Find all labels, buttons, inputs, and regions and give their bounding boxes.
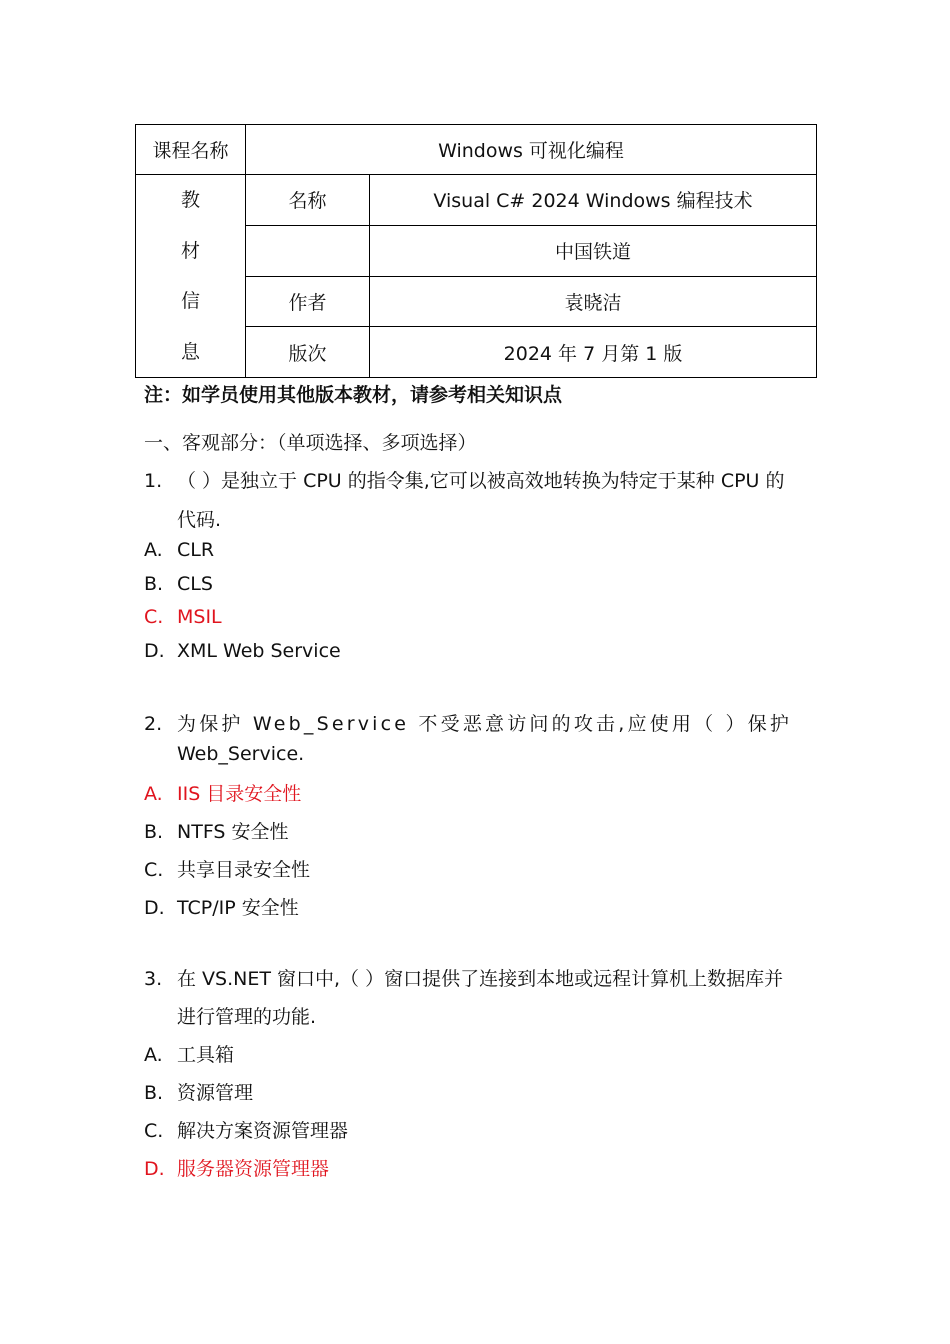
option-d-correct: D. 服务器资源管理器: [144, 1158, 330, 1180]
textbook-char-2: 材: [180, 239, 200, 262]
question-text-line1: （ ）是独立于 CPU 的指令集,它可以被高效地转换为特定于某种 CPU 的: [177, 470, 785, 492]
question-text-line2: 代码.: [177, 509, 222, 531]
textbook-char-1: 教: [180, 189, 200, 211]
question-text-line2: 进行管理的功能.: [177, 1006, 317, 1028]
field-value: 袁晓洁: [370, 276, 817, 327]
note-text: 注：如学员使用其他版本教材，请参考相关知识点: [144, 384, 563, 406]
option-a: A. CLR: [144, 539, 215, 561]
option-c-correct: C. MSIL: [144, 606, 222, 628]
field-label: 版次: [246, 327, 370, 378]
option-d: D. XML Web Service: [144, 640, 341, 662]
section-title: 一、客观部分：（单项选择、多项选择）: [144, 432, 477, 454]
course-row: [136, 125, 817, 175]
field-value: 中国铁道: [370, 225, 817, 276]
question-number: 3.: [144, 968, 163, 990]
option-b: B. CLS: [144, 573, 213, 595]
option-b: B. 资源管理: [144, 1082, 254, 1104]
question-text-line1: 为保护 Web_Service 不受恶意访问的攻击,应使用（ ）保护: [177, 713, 793, 735]
option-c: C. 共享目录安全性: [144, 859, 311, 881]
course-info-table: [135, 124, 817, 378]
textbook-char-3: 信: [180, 290, 200, 312]
option-b: B. NTFS 安全性: [144, 821, 289, 843]
question-3: [144, 964, 783, 991]
field-label: [246, 225, 370, 276]
question-2: [144, 709, 792, 736]
option-c: C. 解决方案资源管理器: [144, 1120, 349, 1142]
field-value: Visual C# 2024 Windows 编程技术: [370, 175, 817, 226]
course-label: 课程名称: [136, 125, 246, 175]
option-a-correct: A. IIS 目录安全性: [144, 783, 302, 805]
field-label: 名称: [246, 175, 370, 226]
question-text-line1: 在 VS.NET 窗口中,（ ）窗口提供了连接到本地或远程计算机上数据库并: [177, 968, 784, 990]
textbook-char-4: 息: [180, 340, 200, 363]
textbook-info-label: [136, 175, 246, 378]
question-1: [144, 466, 785, 493]
field-label: 作者: [246, 276, 370, 327]
option-a: A. 工具箱: [144, 1044, 235, 1066]
field-value: 2024 年 7 月第 1 版: [370, 327, 817, 378]
question-text-line2: Web_Service.: [177, 743, 305, 765]
option-d: D. TCP/IP 安全性: [144, 897, 299, 919]
question-number: 1.: [144, 470, 163, 492]
textbook-row-name: [136, 175, 817, 226]
course-value: Windows 可视化编程: [246, 125, 817, 175]
question-number: 2.: [144, 713, 163, 735]
